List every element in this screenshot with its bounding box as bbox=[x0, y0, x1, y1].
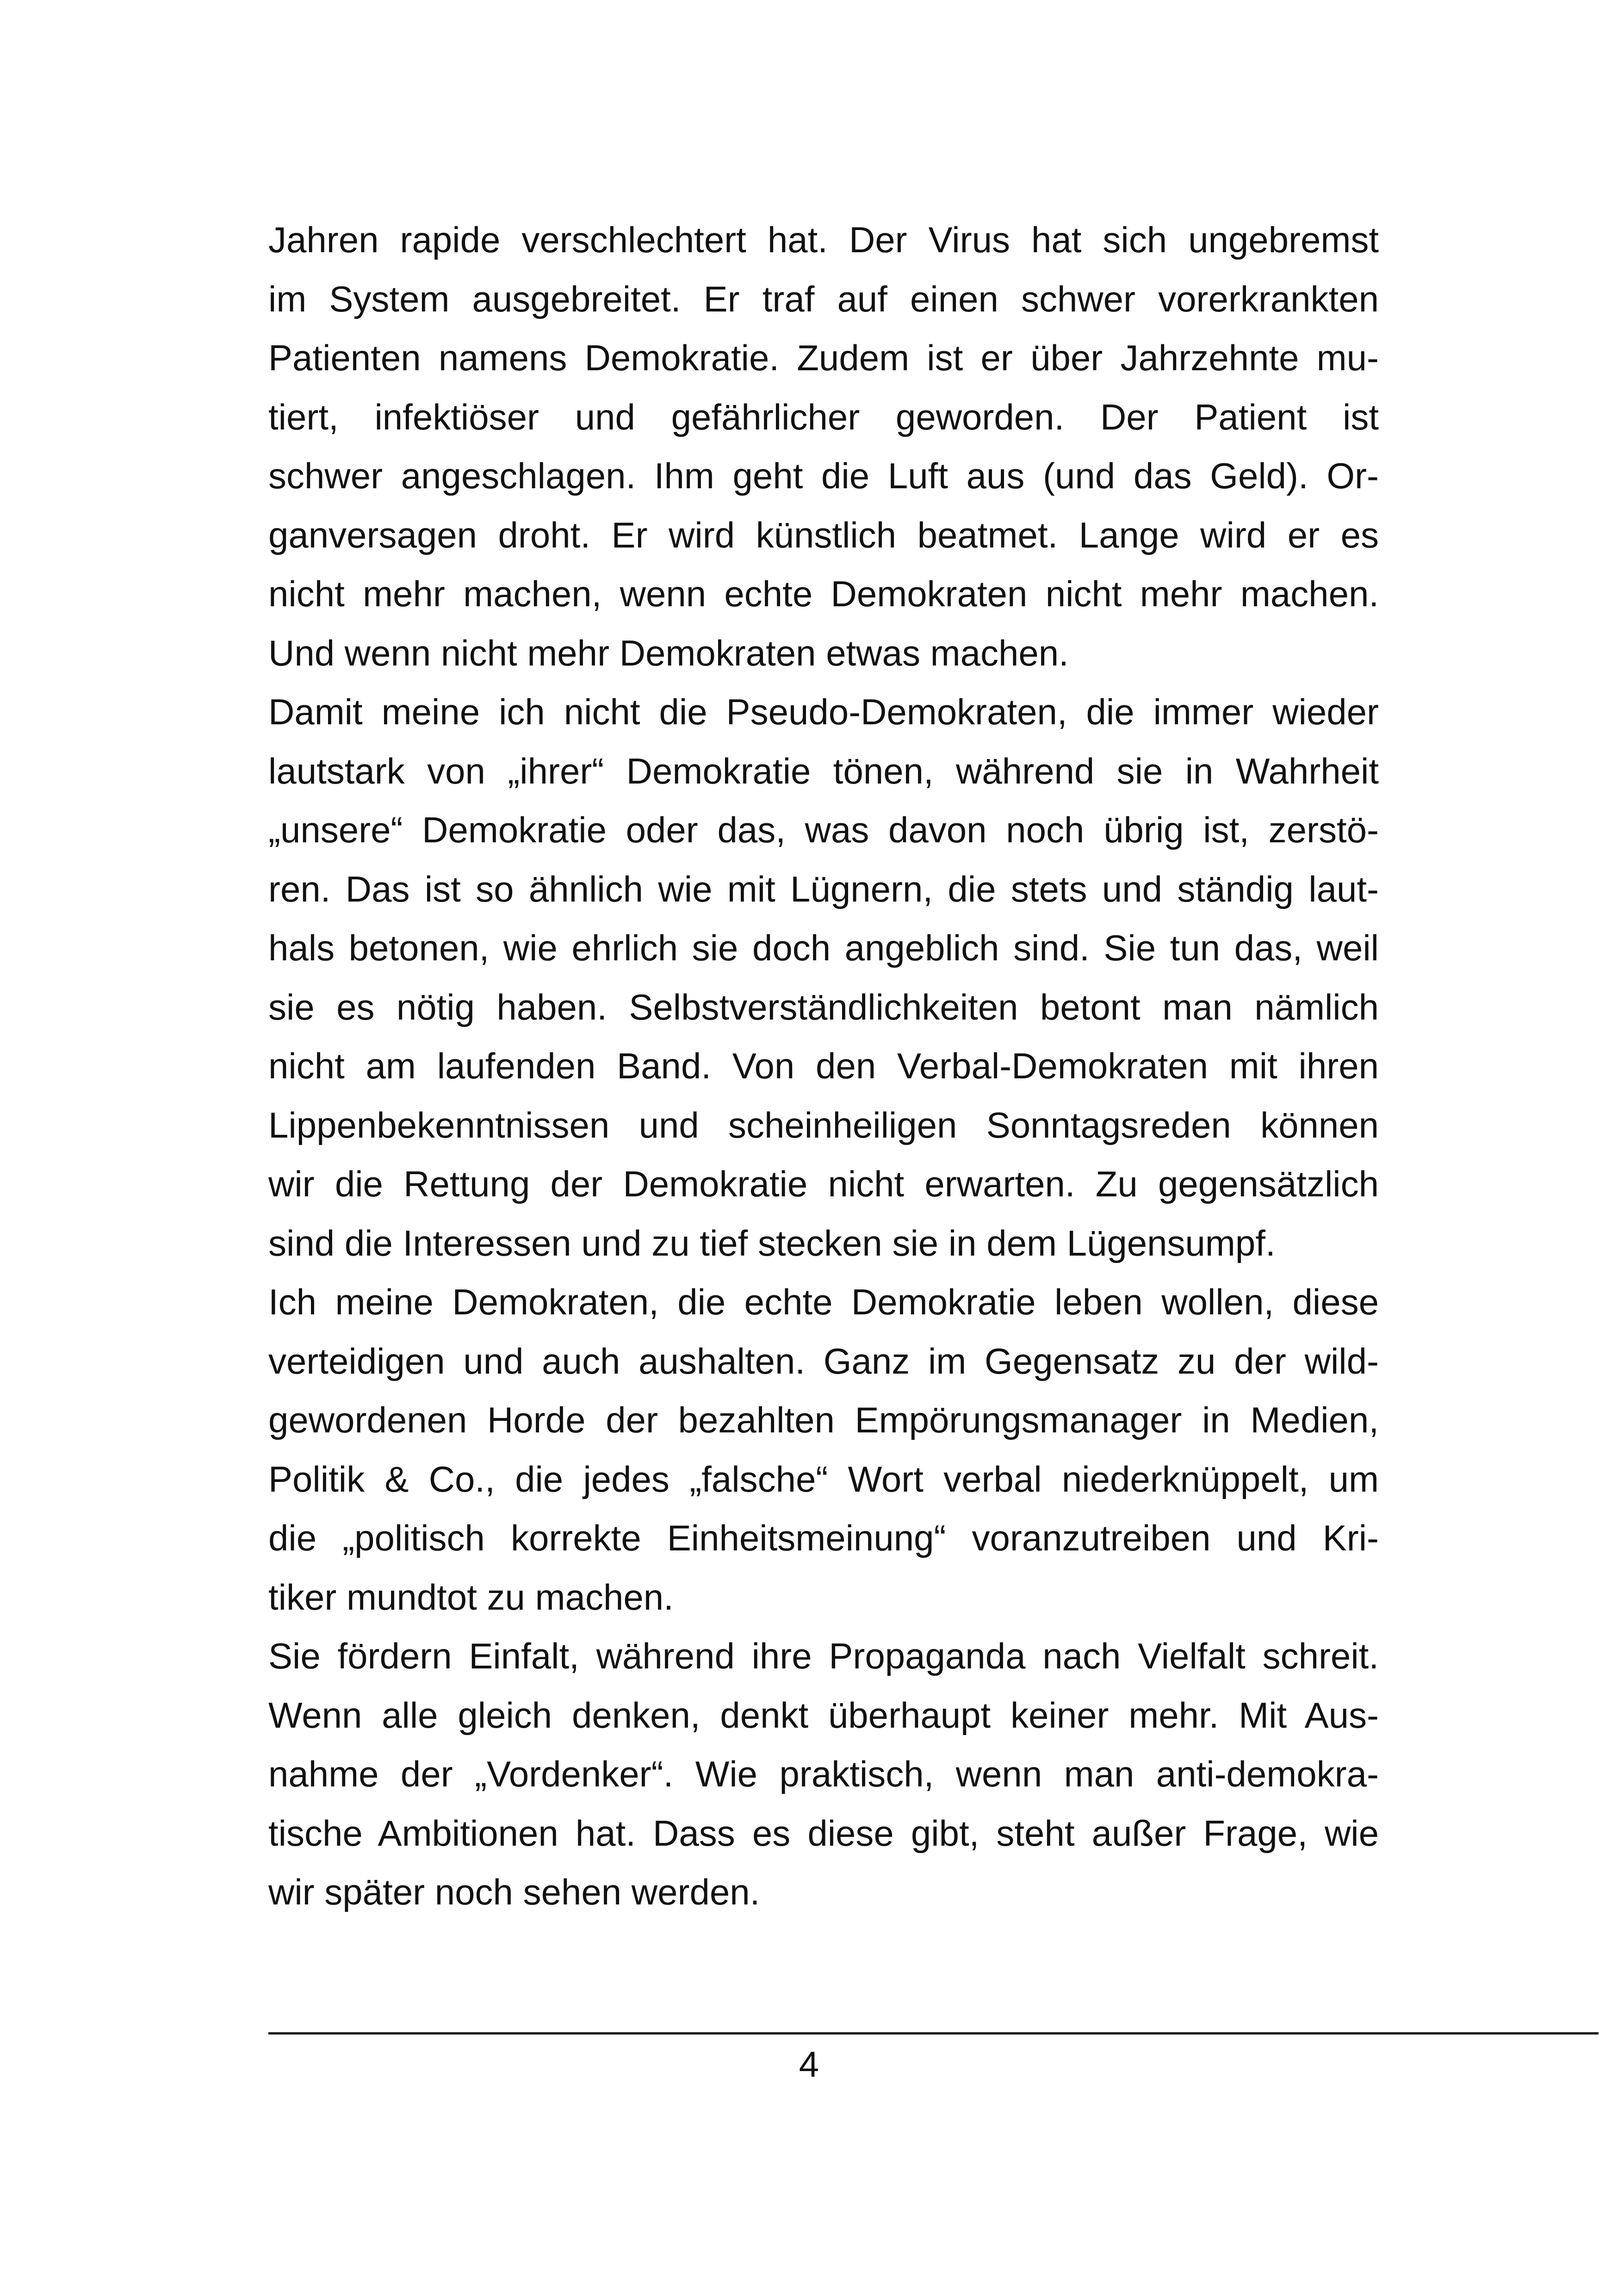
text-line: ren. Das ist so ähnlich wie mit Lügnern, die stets und ständig laut- bbox=[268, 868, 1379, 909]
text-line: Damit meine ich nicht die Pseudo-Demokraten, die immer wieder bbox=[268, 691, 1379, 732]
text-line: Sie fördern Einfalt, während ihre Propaganda nach Vielfalt schreit. bbox=[268, 1636, 1379, 1676]
text-line: im System ausgebreitet. Er traf auf einen schwer vorerkrankten bbox=[268, 278, 1379, 319]
text-line: Wenn alle gleich denken, denkt überhaupt keiner mehr. Mit Aus- bbox=[268, 1694, 1379, 1736]
footer-rule bbox=[268, 2032, 1599, 2035]
text-line: wir später noch sehen werden. bbox=[268, 1872, 760, 1912]
page-number: 4 bbox=[799, 2044, 819, 2084]
text-line: tiert, infektiöser und gefährlicher geworden. Der Patient ist bbox=[268, 396, 1379, 437]
text-line: gewordenen Horde der bezahlten Empörungsmanager in Medien, bbox=[268, 1400, 1379, 1440]
text-line: lautstark von „ihrer“ Demokratie tönen, während sie in Wahrheit bbox=[268, 750, 1379, 791]
text-line: sind die Interessen und zu tief stecken sie in dem Lügensumpf. bbox=[268, 1222, 1276, 1263]
text-line: nicht mehr machen, wenn echte Demokraten nicht mehr machen. bbox=[268, 573, 1379, 614]
text-line: Politik & Co., die jedes „falsche“ Wort verbal niederknüppelt, um bbox=[268, 1458, 1379, 1500]
text-line: Lippenbekenntnissen und scheinheiligen Sonntagsreden können bbox=[268, 1104, 1379, 1145]
text-line: hals betonen, wie ehrlich sie doch angeblich sind. Sie tun das, weil bbox=[268, 927, 1379, 968]
text-line: verteidigen und auch aushalten. Ganz im Gegensatz zu der wild- bbox=[268, 1340, 1379, 1381]
text-line: Und wenn nicht mehr Demokraten etwas machen. bbox=[268, 632, 1069, 673]
text-line: nahme der „Vordenker“. Wie praktisch, wenn man anti-demokra- bbox=[268, 1754, 1379, 1794]
body-text bbox=[268, 211, 1379, 1922]
text-line: schwer angeschlagen. Ihm geht die Luft aus (und das Geld). Or- bbox=[268, 455, 1379, 496]
text-line: die „politisch korrekte Einheitsmeinung“ voranzutreiben und Kri- bbox=[268, 1518, 1379, 1558]
text-line: tische Ambitionen hat. Dass es diese gibt, steht außer Frage, wie bbox=[268, 1812, 1379, 1854]
text-line: nicht am laufenden Band. Von den Verbal-Demokraten mit ihren bbox=[268, 1045, 1379, 1086]
text-line: tiker mundtot zu machen. bbox=[268, 1576, 674, 1618]
text-line: Patienten namens Demokratie. Zudem ist er über Jahrzehnte mu- bbox=[268, 337, 1379, 378]
text-line: sie es nötig haben. Selbstverständlichkeiten betont man nämlich bbox=[268, 986, 1379, 1027]
text-line: Ich meine Demokraten, die echte Demokratie leben wollen, diese bbox=[268, 1282, 1379, 1322]
text-line: „unsere“ Demokratie oder das, was davon noch übrig ist, zerstö- bbox=[268, 809, 1379, 850]
text-line: wir die Rettung der Demokratie nicht erwarten. Zu gegensätzlich bbox=[268, 1164, 1379, 1204]
text-line: Jahren rapide verschlechtert hat. Der Virus hat sich ungebremst bbox=[268, 219, 1379, 260]
text-line: ganversagen droht. Er wird künstlich beatmet. Lange wird er es bbox=[268, 514, 1379, 555]
